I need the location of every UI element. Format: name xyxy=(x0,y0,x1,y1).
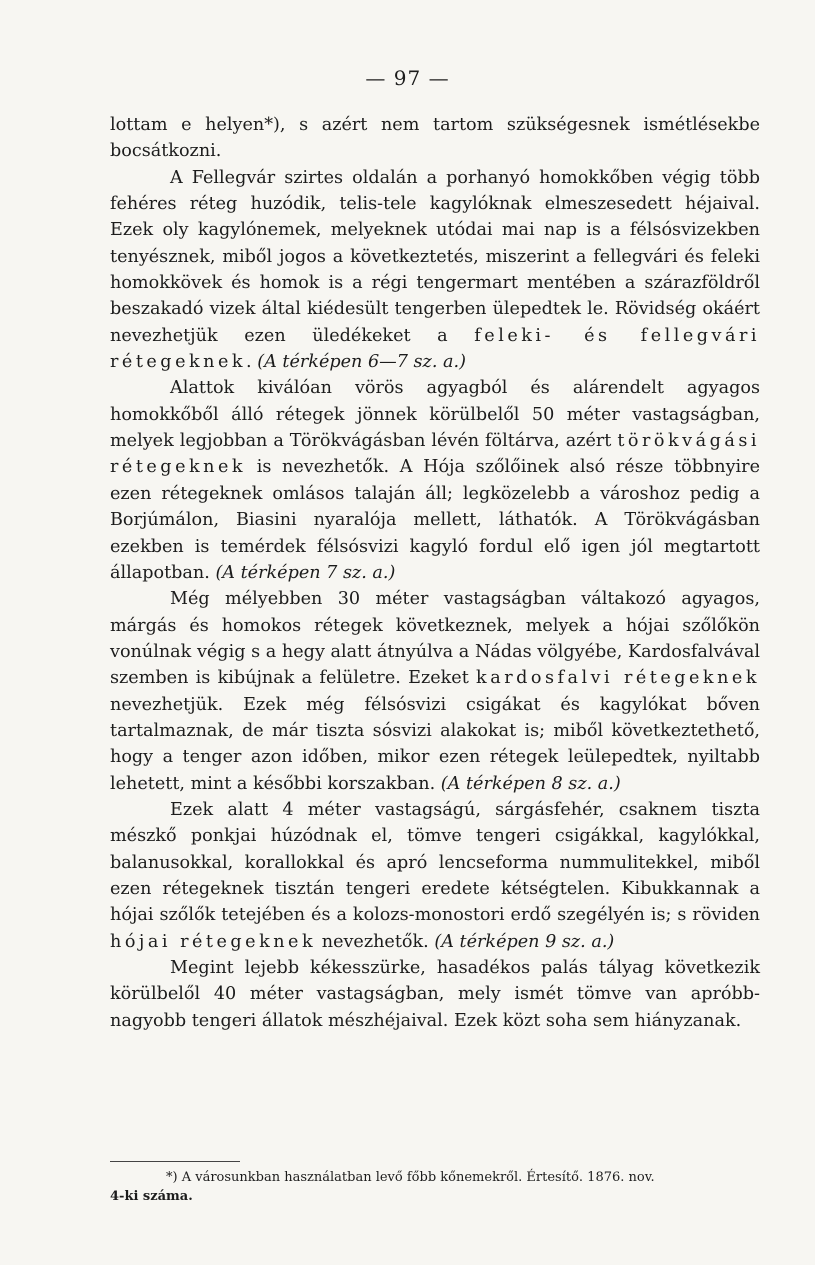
footnote-line-2: 4-ki száma. xyxy=(110,1189,193,1204)
map-reference: (A térképen 6—7 sz. a.) xyxy=(257,352,466,373)
footnote-rule xyxy=(110,1161,240,1162)
text-run: Megint lejebb kékesszürke, hasadékos palás tályag következik körülbelől 40 méter vastagságban, mely ismét tömve van apróbb-nagyobb tengeri állatok mészhéjaival. Ezek közt soha sem hiányzanak. xyxy=(110,958,760,1031)
spaced-term: feleki- és fellegvári rétegeknek xyxy=(110,325,760,373)
spaced-term: hójai rétegeknek xyxy=(110,931,317,952)
spaced-term: kardosfalvi rétegeknek xyxy=(476,668,760,689)
page-number: — 97 — xyxy=(365,66,450,90)
text-run: is nevezhetők. A Hója szőlőinek alsó része többnyire ezen rétegeknek omlásos talaján áll; legközelebb a városhoz pedig a Borjúmálon, Biasini nyaralója mellett, láthatók. A Törökvágásban ezekben is temérdek félsósvizi kagyló fordul elő igen jól megtartott állapotban. xyxy=(110,457,760,583)
text-run: . xyxy=(246,352,258,373)
paragraph xyxy=(110,112,760,165)
paragraph xyxy=(110,165,760,376)
text-run: lottam e helyen*), s azért nem tartom szükségesnek ismétlésekbe bocsátkozni. xyxy=(110,115,760,162)
footnote-line-1: *) A városunkban használatban levő főbb kőnemekről. Értesítő. 1876. nov. xyxy=(166,1170,655,1185)
text-run: nevezhetők. xyxy=(316,931,435,952)
map-reference: (A térképen 7 sz. a.) xyxy=(215,562,396,583)
text-run: A Fellegvár szirtes oldalán a porhanyó homokkőben végig több fehéres réteg huzódik, telis-tele kagylóknak elmeszesedett héjaival. Ezek oly kagylónemek, melyeknek utódai mai nap is a félsósvizekben tenyésznek, miből jogos a következtetés, miszerint a fellegvári és feleki homokkövek és homok is a régi tengermart mentében a szárazföldről beszakadó vizek által kiédesült tengerben ülepedtek le. Rövidség okáért nevezhetjük ezen üledékeket a xyxy=(110,167,760,346)
text-run: Ezek alatt 4 méter vastagságú, sárgásfehér, csaknem tiszta mészkő ponkjai húzódnak el, tömve tengeri csigákkal, kagylókkal, balanusokkal, korallokkal és apró lencseforma nummulitekkel, miből ezen rétegeknek tisztán tengeri eredete kétségtelen. Kibukkannak a hójai szőlők tetejében és a kolozs-monostori erdő szegélyén is; s röviden xyxy=(110,799,760,926)
text-run: Még mélyebben 30 méter vastagságban váltakozó agyagos, márgás és homokos rétegek következnek, melyek a hójai szőlőkön vonúlnak végig s a hegy alatt átnyúlva a Nádas völgyébe, Kardosfalvával szemben is kibújnak a felületre. Ezeket xyxy=(110,589,760,689)
paragraph xyxy=(110,375,760,586)
paragraph xyxy=(110,586,760,797)
footnote xyxy=(110,1168,760,1206)
paragraph xyxy=(110,955,760,1034)
paragraph xyxy=(110,797,760,955)
map-reference: (A térképen 9 sz. a.) xyxy=(434,931,615,952)
text-run: Alattok kiválóan vörös agyagból és alárendelt agyagos homokkőből álló rétegek jönnek körülbelől 50 méter vastagságban, melyek legjobban a Törökvágásban lévén föltárva, azért xyxy=(110,378,760,452)
text-run: nevezhetjük. Ezek még félsósvizi csigákat és kagylókat bőven tartalmaznak, de már tiszta sósvizi alakokat is; miből következtethető, hogy a tenger azon időben, mikor ezen rétegek leülepedtek, nyiltabb lehetett, mint a későbbi korszakban. xyxy=(110,694,760,794)
map-reference: (A térképen 8 sz. a.) xyxy=(440,773,621,794)
spaced-term: törökvágási rétegeknek xyxy=(110,431,760,478)
body-text xyxy=(110,112,760,1034)
